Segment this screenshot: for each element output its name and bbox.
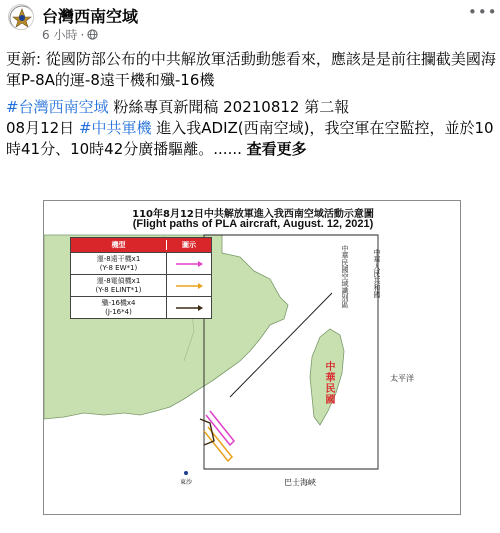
page-avatar[interactable] <box>8 4 34 30</box>
legend-label: 運-8電偵機x1 <box>96 276 141 285</box>
adiz-text: 進入我ADIZ(西南空域)，我空軍在空監控，並於10時41分、10時42分廣播驅離。...... <box>6 119 494 158</box>
roc-vertical-label: 中華民國 <box>323 361 334 405</box>
bashi-label: 巴士海峽 <box>284 478 316 487</box>
post-paragraph-release <box>6 97 498 160</box>
page-name-link[interactable]: 台灣西南空域 <box>42 7 139 26</box>
flight-path-map-image[interactable] <box>43 200 461 515</box>
date-text: 08月12日 <box>6 119 79 137</box>
legend-row-j16 <box>71 296 211 318</box>
legend-sublabel: (Y-8 ELINT*1) <box>95 285 142 294</box>
legend-sublabel: (J-16*4) <box>105 307 132 316</box>
legend-row-y8-ew <box>71 252 211 274</box>
prc-vertical-label: 中華人民共和國 <box>373 249 381 298</box>
figure-legend <box>70 237 212 319</box>
figure-subtitle: (Flight paths of PLA aircraft, August. 12, 2021) <box>132 218 374 230</box>
orange-arrow-icon <box>174 282 204 290</box>
hashtag-link-sw-airspace[interactable]: #台灣西南空域 <box>6 98 109 116</box>
pacific-label: 太平洋 <box>390 374 414 383</box>
globe-icon <box>87 29 98 40</box>
legend-header <box>71 238 211 252</box>
legend-row-y8-elint <box>71 274 211 296</box>
post-header <box>0 0 500 46</box>
post-meta <box>42 26 98 43</box>
figure-title: 110年8月12日中共解放軍進入我西南空域活動示意圖 <box>132 209 374 220</box>
dongsha-label: 東沙 <box>180 479 193 486</box>
meta-separator: · <box>80 27 85 42</box>
legend-label: 運-8遠干機x1 <box>96 254 141 263</box>
legend-col-icon: 圖示 <box>182 241 196 249</box>
post-options-button[interactable]: ••• <box>468 3 498 21</box>
post-timestamp[interactable]: 6 小時 <box>42 28 78 42</box>
post-text <box>6 49 498 166</box>
legend-label: 殲-16機x4 <box>101 298 136 307</box>
air-force-emblem-icon <box>9 5 34 30</box>
see-more-link[interactable]: 查看更多 <box>246 140 307 158</box>
legend-col-type: 機型 <box>71 240 167 250</box>
magenta-arrow-icon <box>174 260 204 268</box>
hashtag-link-pla-aircraft[interactable]: #中共軍機 <box>78 119 152 137</box>
post-paragraph-update: 更新: 從國防部公布的中共解放軍活動動態看來，應該是是前往攔截美國海軍P-8A的運-8遠干機和殲-16機 <box>6 50 496 89</box>
dongsha-marker <box>184 471 188 475</box>
legend-sublabel: (Y-8 EW*1) <box>99 263 138 272</box>
release-text: 粉絲專頁新聞稿 20210812 第二報 <box>108 98 350 116</box>
dark-arrow-icon <box>174 304 204 312</box>
adiz-vertical-label: 中華民國空域識別區 <box>341 245 349 308</box>
